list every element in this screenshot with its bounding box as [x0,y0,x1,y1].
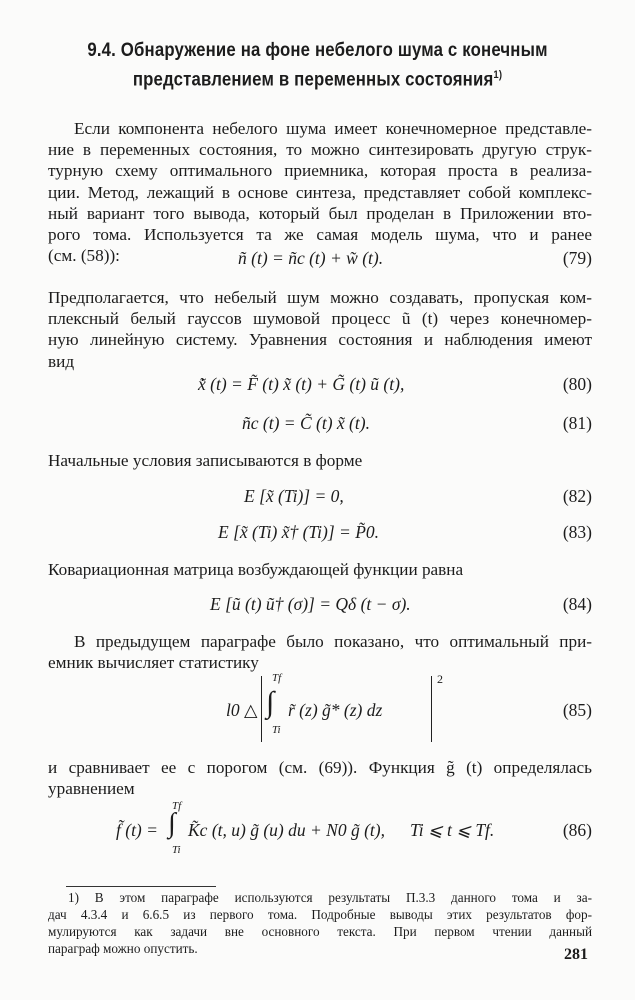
p6-line-1: и сравнивает ее с порогом (см. (69)). Функция g̃ (t) определялась [48,758,592,777]
paragraph-2 [48,287,592,372]
equation-86-integrand: K̃c (t, u) g̃ (u) du + N0 g̃ (t), [188,820,385,840]
p1-line-6: рого тома. Используется та же самая модель шума, что и ранее [48,225,592,245]
equation-85-lhs: l0 △ [226,700,258,720]
p1-line-1: Если компонента небелого шума имеет конечномерное представле- [74,119,592,138]
heading-line-1: 9.4. Обнаружение на фоне небелого шума с конечным [87,39,548,61]
heading-line-2-text: представлением в переменных состояния [132,68,494,91]
equation-80-number: (80) [562,374,592,394]
equation-82-body: E [x̃ (Ti)] = 0, [244,486,344,506]
footnote [48,889,592,957]
equation-85-power: 2 [437,672,443,686]
p2-line-3: ную линейную систему. Уравнения состояния и наблюдения имеют [48,330,592,350]
equation-86-condition: Ti ⩽ t ⩽ Tf. [410,820,495,840]
heading-footnote-marker: 1) [493,69,503,81]
footnote-line-3: мулируются как задачи вне основного текста. При первом чтении данный [48,924,592,939]
p1-line-4: ции. Метод, лежащий в основе синтеза, представляет собой комплекс- [48,182,592,202]
p6-line-2: уравнением [48,779,135,799]
equation-86-number: (86) [562,820,592,840]
equation-83-body: E [x̃ (Ti) x̃† (Ti)] = P̃0. [218,522,380,542]
p2-line-4: вид [48,351,75,371]
paragraph-3 [48,450,592,471]
section-heading [79,38,556,93]
p1-line-2: ние в переменных состояния, то можно синтезировать другую струк- [48,140,592,160]
p1-line-7: (см. (58)): [48,246,120,266]
footnote-line-1: 1) В этом параграфе используются результаты П.3.3 данного тома и за- [68,890,592,905]
footnote-line-2: дач 4.3.4 и 6.6.5 из первого тома. Подробные выводы этих результатов фор- [48,907,592,922]
equation-80-body: x̃̇ (t) = F̃ (t) x̃ (t) + G̃ (t) ũ (t), [198,374,405,394]
equation-79-body: ñ (t) = ñc (t) + w̃ (t). [238,248,384,268]
equation-86-lower-limit: Ti [172,844,181,856]
p1-line-3: турную схему оптимального приемника, которая проста в реализа- [48,161,592,181]
footnote-line-4: параграф можно опустить. [48,941,198,956]
equation-86-upper-limit: Tf [172,800,182,812]
equation-82 [48,486,592,512]
equation-83 [48,522,592,548]
equation-82-number: (82) [562,486,592,506]
equation-85-left-bar [261,676,262,742]
equation-80 [48,374,592,400]
equation-79 [48,248,592,274]
p3-line-1: Начальные условия записываются в форме [48,451,363,470]
p5-line-2: емник вычисляет статистику [48,653,259,673]
equation-83-number: (83) [562,522,592,542]
equation-81 [48,413,592,439]
equation-84 [48,594,592,620]
equation-79-number: (79) [562,248,592,268]
p2-line-1: Предполагается, что небелый шум можно создавать, пропуская ком- [48,288,592,307]
p4-line-1: Ковариационная матрица возбуждающей функции равна [48,560,464,579]
equation-85-integrand: r̃ (z) g̃* (z) dz [288,700,383,720]
paragraph-1 [48,118,592,266]
equation-85 [48,672,592,752]
equation-85-number: (85) [562,700,592,720]
p5-line-1: В предыдущем параграфе было показано, что оптимальный при- [74,632,592,651]
paragraph-4 [48,559,592,580]
equation-81-number: (81) [562,413,592,433]
equation-84-number: (84) [562,594,592,614]
equation-84-body: E [ũ (t) ũ† (σ)] = Qδ (t − σ). [210,594,411,614]
equation-86-integral-sign: ∫ [168,808,176,839]
equation-85-right-bar [431,676,432,742]
paragraph-5 [48,631,592,673]
equation-85-integral-sign: ∫ [266,686,275,719]
equation-81-body: ñc (t) = C̃ (t) x̃ (t). [242,413,370,433]
footnote-rule [66,886,216,887]
equation-86-lhs: f̃ (t) = [116,820,158,840]
heading-line-2 [79,63,556,93]
p2-line-2: плексный белый гауссов шумовой процесс ũ (t) через конечномер- [48,309,592,329]
equation-85-lower-limit: Ti [272,724,281,736]
p1-line-5: ный вариант того вывода, который был проделан в Приложении вто- [48,203,592,223]
paragraph-6 [48,757,592,799]
page-number: 281 [564,946,588,963]
equation-85-upper-limit: Tf [272,672,282,684]
equation-86 [48,800,592,868]
